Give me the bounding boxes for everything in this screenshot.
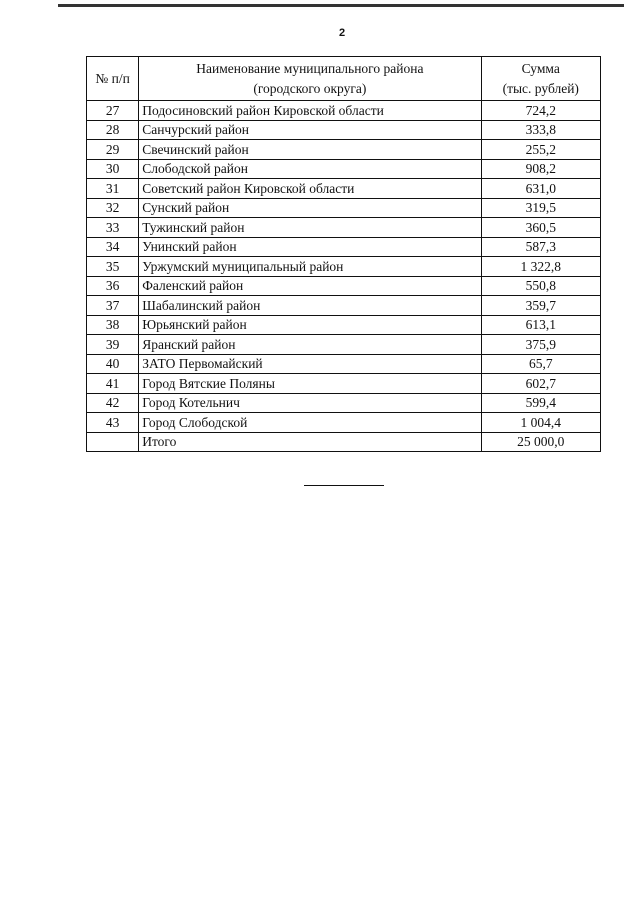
header-name-line1: Наименование муниципального района <box>196 60 424 76</box>
header-num: № п/п <box>87 57 139 101</box>
row-name: Унинский район <box>139 237 481 257</box>
row-name: Тужинский район <box>139 218 481 238</box>
row-name: Юрьянский район <box>139 315 481 335</box>
row-num: 37 <box>87 296 139 316</box>
total-label: Итого <box>139 432 481 452</box>
header-sum-line2: (тыс. рублей) <box>502 80 579 96</box>
row-num: 35 <box>87 257 139 277</box>
row-name: Яранский район <box>139 335 481 355</box>
row-sum: 359,7 <box>481 296 600 316</box>
row-num: 43 <box>87 413 139 433</box>
table-row <box>87 374 601 394</box>
table-row <box>87 276 601 296</box>
header-sum-line1: Сумма <box>521 60 560 76</box>
row-name: ЗАТО Первомайский <box>139 354 481 374</box>
table-row <box>87 237 601 257</box>
row-sum: 1 322,8 <box>481 257 600 277</box>
row-sum: 599,4 <box>481 393 600 413</box>
table-row <box>87 257 601 277</box>
table-row <box>87 413 601 433</box>
table-row <box>87 120 601 140</box>
row-num: 32 <box>87 198 139 218</box>
table-row <box>87 315 601 335</box>
row-sum: 360,5 <box>481 218 600 238</box>
table-row <box>87 101 601 121</box>
table-row <box>87 179 601 199</box>
row-num: 38 <box>87 315 139 335</box>
row-sum: 613,1 <box>481 315 600 335</box>
row-num: 34 <box>87 237 139 257</box>
header-name-line2: (городского округа) <box>253 80 367 96</box>
table-row <box>87 218 601 238</box>
row-name: Свечинский район <box>139 140 481 160</box>
row-sum: 333,8 <box>481 120 600 140</box>
row-num: 27 <box>87 101 139 121</box>
row-sum: 1 004,4 <box>481 413 600 433</box>
row-sum: 587,3 <box>481 237 600 257</box>
table-row <box>87 354 601 374</box>
row-num: 40 <box>87 354 139 374</box>
table-row <box>87 140 601 160</box>
row-num: 36 <box>87 276 139 296</box>
table-row <box>87 159 601 179</box>
table-header-row <box>87 57 601 101</box>
row-sum: 375,9 <box>481 335 600 355</box>
row-name: Сунский район <box>139 198 481 218</box>
scan-edge-line <box>58 4 624 7</box>
allocation-table <box>86 56 601 452</box>
row-name: Город Слободской <box>139 413 481 433</box>
row-name: Слободской район <box>139 159 481 179</box>
row-name: Советский район Кировской области <box>139 179 481 199</box>
row-num: 29 <box>87 140 139 160</box>
row-sum: 255,2 <box>481 140 600 160</box>
table-row <box>87 296 601 316</box>
row-num: 30 <box>87 159 139 179</box>
row-num: 33 <box>87 218 139 238</box>
row-sum: 602,7 <box>481 374 600 394</box>
row-num: 28 <box>87 120 139 140</box>
row-name: Санчурский район <box>139 120 481 140</box>
row-name: Город Котельнич <box>139 393 481 413</box>
row-name: Уржумский муниципальный район <box>139 257 481 277</box>
total-num <box>87 432 139 452</box>
table-row <box>87 335 601 355</box>
header-name <box>139 57 481 101</box>
total-sum: 25 000,0 <box>481 432 600 452</box>
row-name: Фаленский район <box>139 276 481 296</box>
row-sum: 631,0 <box>481 179 600 199</box>
table-total-row <box>87 432 601 452</box>
row-name: Подосиновский район Кировской области <box>139 101 481 121</box>
table-row <box>87 198 601 218</box>
page-number: 2 <box>338 27 346 39</box>
row-name: Шабалинский район <box>139 296 481 316</box>
row-num: 39 <box>87 335 139 355</box>
row-sum: 550,8 <box>481 276 600 296</box>
row-sum: 319,5 <box>481 198 600 218</box>
table-row <box>87 393 601 413</box>
end-divider-line <box>304 485 384 486</box>
header-sum <box>481 57 600 101</box>
row-name: Город Вятские Поляны <box>139 374 481 394</box>
row-num: 42 <box>87 393 139 413</box>
row-num: 41 <box>87 374 139 394</box>
row-num: 31 <box>87 179 139 199</box>
row-sum: 724,2 <box>481 101 600 121</box>
row-sum: 65,7 <box>481 354 600 374</box>
row-sum: 908,2 <box>481 159 600 179</box>
